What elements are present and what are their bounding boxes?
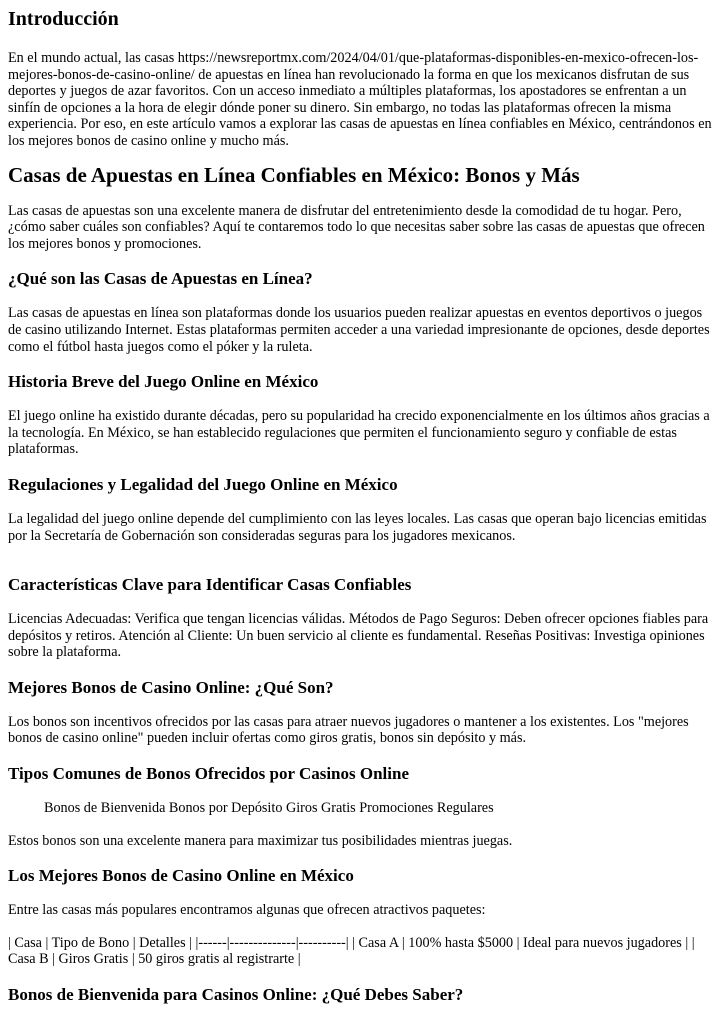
heading-tipos-bonos: Tipos Comunes de Bonos Ofrecidos por Casinos Online xyxy=(8,764,410,784)
article xyxy=(0,7,720,1005)
heading-mejores-bonos-que-son: Mejores Bonos de Casino Online: ¿Qué Son? xyxy=(8,677,334,697)
heading-regulaciones: Regulaciones y Legalidad del Juego Online en México xyxy=(8,474,398,494)
paragraph-casas-confiables: Las casas de apuestas son una excelente manera de disfrutar del entretenimiento desde la comodidad de tu hogar. Pero, ¿cómo saber cuáles son confiables? Aquí te contaremos todo lo que necesitas saber sobre las casas de apuestas que ofrecen los mejores bonos y promociones. xyxy=(8,202,705,252)
spacer xyxy=(8,544,712,558)
heading-mejores-bonos-mexico: Los Mejores Bonos de Casino Online en México xyxy=(8,866,354,886)
paragraph-que-son: Las casas de apuestas en línea son plataformas donde los usuarios pueden realizar apuestas en eventos deportivos o juegos de casino utilizando Internet. Estas plataformas permiten acceder a una variedad impresionante de opciones, desde deportes como el fútbol hasta juegos como el póker y la ruleta. xyxy=(8,305,710,355)
paragraph-caracteristicas: Licencias Adecuadas: Verifica que tengan licencias válidas. Métodos de Pago Seguros: Deben ofrecer opciones fiables para depósitos y retiros. Atención al Cliente: Un buen servicio al cliente es fundamental. Reseñas Positivas: Investiga opiniones sobre la plataforma. xyxy=(8,611,709,661)
heading-bonos-bienvenida: Bonos de Bienvenida para Casinos Online: ¿Qué Debes Saber? xyxy=(8,985,464,1005)
list-tipos-bonos: Bonos de Bienvenida Bonos por Depósito Giros Gratis Promociones Regulares xyxy=(44,800,494,817)
heading-casas-confiables: Casas de Apuestas en Línea Confiables en México: Bonos y Más xyxy=(8,162,580,187)
heading-caracteristicas: Características Clave para Identificar Casas Confiables xyxy=(8,575,412,595)
heading-introduccion: Introducción xyxy=(8,8,119,30)
paragraph-mejores-bonos-que-son: Los bonos son incentivos ofrecidos por las casas para atraer nuevos jugadores o mantener a los existentes. Los "mejores bonos de casino online" pueden incluir ofertas como giros gratis, bonos sin depósito y más. xyxy=(8,713,689,747)
paragraph-tipos-bonos: Estos bonos son una excelente manera para maximizar tus posibilidades mientras juegas. xyxy=(8,832,513,849)
paragraph-introduccion: En el mundo actual, las casas https://newsreportmx.com/2024/04/01/que-plataformas-disponibles-en-mexico-ofrecen-los-mejores-bonos-de-casino-online/ de apuestas en línea han revolucionado la forma en que los mexicanos disfrutan de sus deportes y juegos de azar favoritos. Con un acceso inmediato a múltiples plataformas, los apostadores se enfrentan a un sinfín de opciones a la hora de elegir dónde poner su dinero. Sin embargo, no todas las plataformas ofrecen la misma experiencia. Por eso, en este artículo vamos a explorar las casas de apuestas en línea confiables en México, centrándonos en los mejores bonos de casino online y mucho más. xyxy=(8,50,712,149)
heading-historia: Historia Breve del Juego Online en México xyxy=(8,372,319,392)
paragraph-tabla-bonos: | Casa | Tipo de Bono | Detalles | |------|--------------|----------| | Casa A | 100% hasta $5000 | Ideal para nuevos jugadores | | Casa B | Giros Gratis | 50 giros gratis al registrarte | xyxy=(8,934,695,968)
heading-que-son: ¿Qué son las Casas de Apuestas en Línea? xyxy=(8,269,313,289)
paragraph-mejores-bonos-mexico: Entre las casas más populares encontramos algunas que ofrecen atractivos paquetes: xyxy=(8,902,486,919)
paragraph-historia: El juego online ha existido durante décadas, pero su popularidad ha crecido exponencialmente en los últimos años gracias a la tecnología. En México, se han establecido regulaciones que permiten el funcionamiento seguro y confiable de estas plataformas. xyxy=(8,408,710,458)
paragraph-regulaciones: La legalidad del juego online depende del cumplimiento con las leyes locales. Las casas que operan bajo licencias emitidas por la Secretaría de Gobernación son consideradas seguras para los jugadores mexicanos. xyxy=(8,510,707,544)
